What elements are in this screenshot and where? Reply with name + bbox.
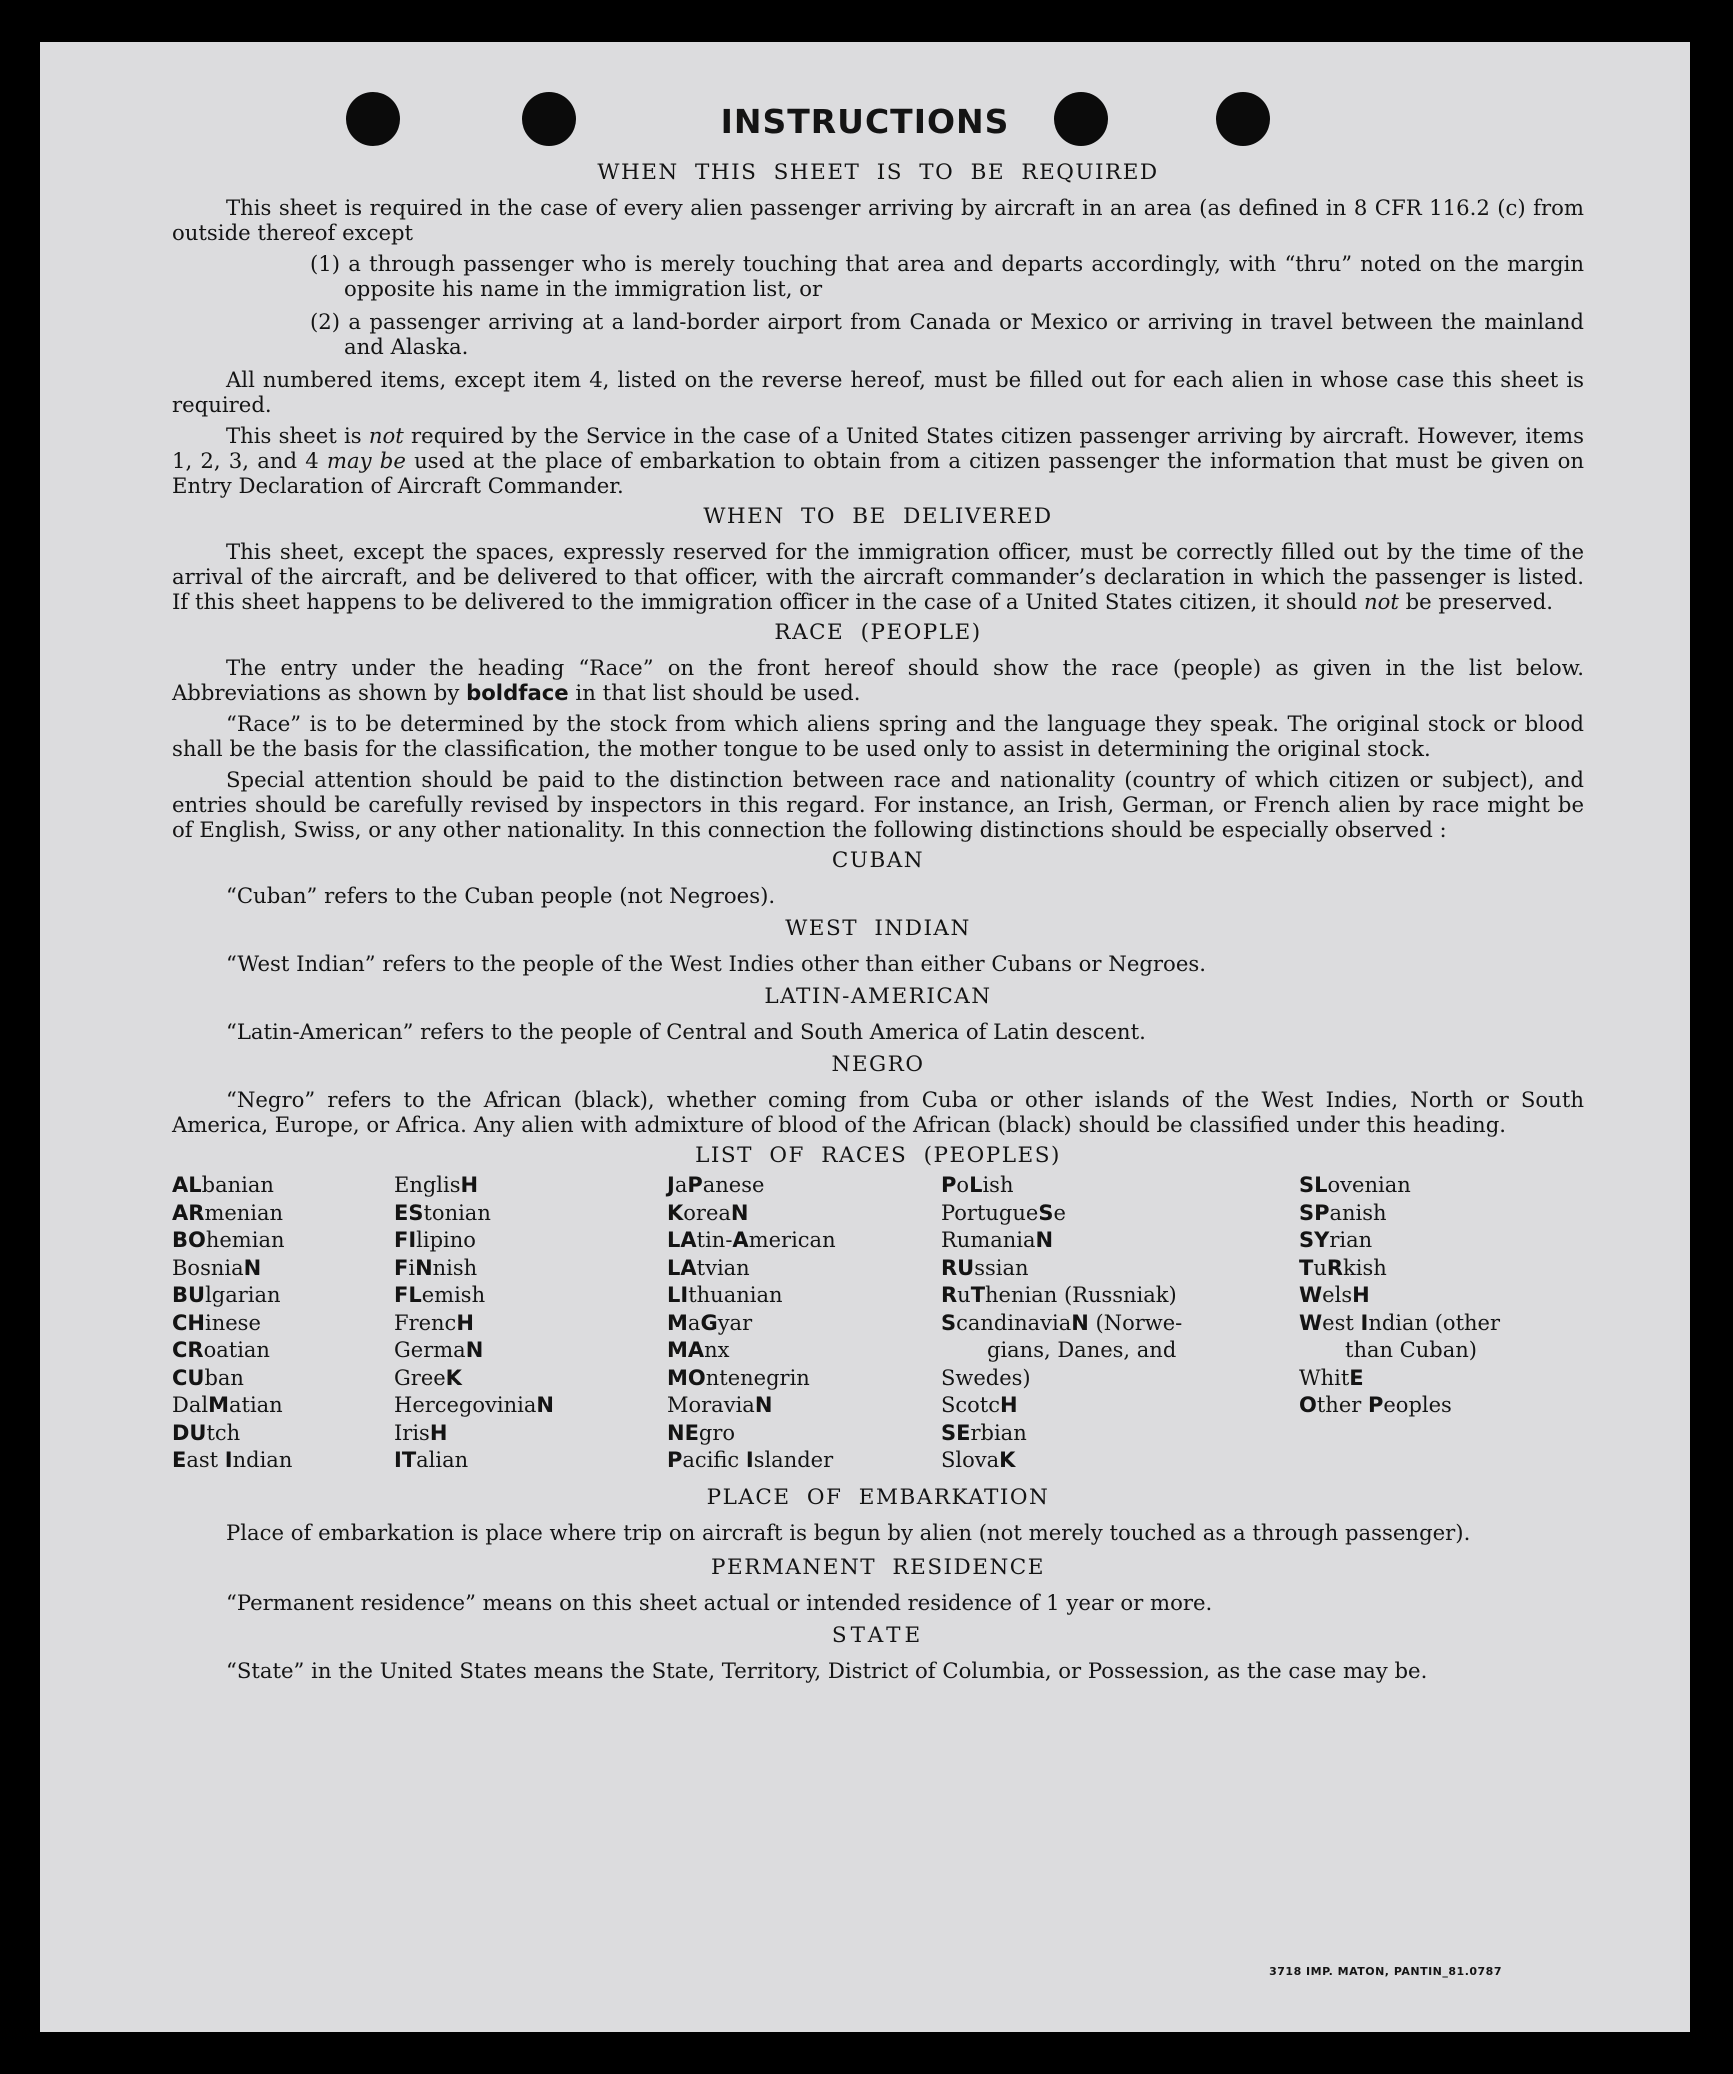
paragraph: “Permanent residence” means on this sheet actual or intended residence of 1 year or more. [226, 1589, 1213, 1615]
race-entry: MoraviaN [667, 1393, 773, 1417]
race-entry: HercegoviniaN [394, 1393, 554, 1417]
paragraph: Special attention should be paid to the distinction between race and nationality (country of which citizen or subject), and entries should be carefully revised by inspectors in this regard. For instance, an Irish, German, or French alien by race might be of English, Swiss, or any other nationality. In this connection the following distinctions should be especially observed : [172, 767, 1584, 842]
race-entry: Pacific Islander [667, 1448, 834, 1472]
race-entry: SPanish [1299, 1200, 1387, 1225]
race-entry: BOhemian [172, 1228, 285, 1252]
document-sheet [40, 42, 1690, 2032]
race-entry: ALbanian [172, 1173, 274, 1197]
races-column [667, 1172, 941, 1475]
race-entry: TuRkish [1299, 1255, 1387, 1280]
section-heading: LATIN-AMERICAN [764, 984, 992, 1009]
race-entry: ScandinaviaN (Norwe- [941, 1310, 1183, 1335]
race-entry: CRoatian [172, 1338, 270, 1362]
race-entry: BUlgarian [172, 1283, 281, 1307]
race-entry: ARmenian [172, 1200, 284, 1225]
paragraph: Place of embarkation is place where trip on aircraft is begun by alien (not merely touched as a through passenger). [226, 1519, 1471, 1545]
race-entry: LAtvian [667, 1255, 750, 1280]
race-entry: MOntenegrin [667, 1365, 810, 1390]
race-entry: FLemish [394, 1283, 486, 1307]
race-entry: MAnx [667, 1338, 730, 1362]
race-entry: IrisH [394, 1420, 448, 1445]
race-entry: RumaniaN [941, 1228, 1054, 1252]
paragraph: “Latin-American” refers to the people of Central and South America of Latin descent. [226, 1019, 1146, 1044]
paragraph: “State” in the United States means the State, Territory, District of Columbia, or Possession, as the case may be. [226, 1657, 1428, 1683]
race-entry: DalMatian [172, 1393, 283, 1417]
race-entry: SLovenian [1299, 1173, 1411, 1197]
paragraph: “Cuban” refers to the Cuban people (not Negroes). [226, 883, 776, 908]
race-entry: FrencH [394, 1310, 474, 1335]
list-item: (1) a through passenger who is merely touching that area and departs accordingly, with “thru” noted on the margin opposite his name in the immigration list, or [310, 251, 1584, 301]
races-list [172, 1172, 1584, 1475]
race-entry: RuThenian (Russniak) [941, 1283, 1177, 1307]
race-entry: WhitE [1299, 1365, 1364, 1390]
race-entry: LIthuanian [667, 1283, 783, 1307]
section-heading: WEST INDIAN [785, 916, 971, 941]
race-entry: WelsH [1299, 1283, 1370, 1307]
race-entry: ITalian [394, 1448, 469, 1472]
race-entry: GermaN [394, 1338, 484, 1362]
section-heading: LIST OF RACES (PEOPLES) [695, 1143, 1061, 1168]
instructions-body [172, 154, 1584, 1691]
race-entry: gians, Danes, and [987, 1338, 1177, 1362]
races-column [172, 1172, 394, 1475]
paragraph: The entry under the heading “Race” on the front hereof should show the race (people) as given in the list below. Abbreviations as shown by boldface in that list should be used. [172, 655, 1584, 705]
race-entry: SErbian [941, 1420, 1027, 1445]
race-entry: LAtin-American [667, 1228, 836, 1252]
race-entry: DUtch [172, 1420, 241, 1445]
race-entry: SlovaK [941, 1448, 1016, 1472]
section-heading: RACE (PEOPLE) [774, 620, 982, 645]
races-column [1299, 1172, 1584, 1475]
section-heading: PERMANENT RESIDENCE [711, 1554, 1045, 1580]
section-heading: STATE [831, 1622, 925, 1648]
race-entry: JaPanese [667, 1173, 765, 1197]
paragraph: “Race” is to be determined by the stock from which aliens spring and the language they speak. The original stock or blood shall be the basis for the classification, the mother tongue to be used only to assist in determining the original stock. [172, 711, 1584, 761]
paragraph: “Negro” refers to the African (black), whether coming from Cuba or other islands of the West Indies, North or South America, Europe, or Africa. Any alien with admixture of blood of the African (black) should be classified under this heading. [172, 1087, 1584, 1137]
race-entry: NEgro [667, 1420, 736, 1445]
race-entry: EnglisH [394, 1173, 479, 1197]
race-entry: SYrian [1299, 1228, 1373, 1252]
paragraph: “West Indian” refers to the people of the West Indies other than either Cubans or Negroes. [226, 951, 1206, 976]
page-title: INSTRUCTIONS [720, 102, 1010, 141]
paragraph: This sheet, except the spaces, expressly reserved for the immigration officer, must be correctly filled out by the time of the arrival of the aircraft, and be delivered to that officer, with the aircraft commander’s declaration in which the passenger is listed. If this sheet happens to be delivered to the immigration officer in the case of a United States citizen, it should not be preserved. [172, 539, 1584, 614]
race-entry: GreeK [394, 1365, 462, 1390]
list-item: (2) a passenger arriving at a land-border airport from Canada or Mexico or arriving in travel between the mainland and Alaska. [310, 309, 1584, 359]
section-heading: PLACE OF EMBARKATION [706, 1484, 1050, 1510]
race-entry: EStonian [394, 1200, 491, 1225]
race-entry: KoreaN [667, 1200, 749, 1225]
race-entry: PoLish [941, 1173, 1014, 1197]
section-heading: WHEN THIS SHEET IS TO BE REQUIRED [597, 160, 1159, 185]
race-entry: FiNnish [394, 1255, 478, 1280]
paragraph: This sheet is not required by the Service in the case of a United States citizen passenger arriving by aircraft. However, items 1, 2, 3, and 4 may be used at the place of embarkation to obtain from a citizen passenger the information that must be given on Entry Declaration of Aircraft Commander. [172, 423, 1584, 498]
section-heading: WHEN TO BE DELIVERED [703, 504, 1053, 529]
race-entry: CHinese [172, 1310, 261, 1335]
race-entry: MaGyar [667, 1310, 753, 1335]
race-entry: RUssian [941, 1255, 1029, 1280]
race-entry: West Indian (other [1299, 1310, 1500, 1335]
paragraph: This sheet is required in the case of every alien passenger arriving by aircraft in an area (as defined in 8 CFR 116.2 (c) from outside thereof except [172, 195, 1584, 245]
race-entry: Swedes) [941, 1365, 1031, 1390]
race-entry: Other Peoples [1299, 1393, 1452, 1417]
paragraph: All numbered items, except item 4, listed on the reverse hereof, must be filled out for each alien in whose case this sheet is required. [172, 367, 1584, 417]
race-entry: BosniaN [172, 1255, 262, 1280]
race-entry: PortugueSe [941, 1200, 1066, 1225]
race-entry: ScotcH [941, 1393, 1018, 1417]
section-heading: NEGRO [831, 1052, 925, 1077]
section-heading: CUBAN [831, 848, 925, 873]
race-entry: than Cuban) [1345, 1338, 1477, 1362]
race-entry: FIlipino [394, 1228, 476, 1252]
races-column [941, 1172, 1299, 1475]
races-column [394, 1172, 667, 1475]
race-entry: East Indian [172, 1448, 293, 1472]
printer-imprint: 3718 IMP. MATON, PANTIN_81.0787 [1269, 1965, 1502, 1978]
race-entry: CUban [172, 1365, 244, 1390]
